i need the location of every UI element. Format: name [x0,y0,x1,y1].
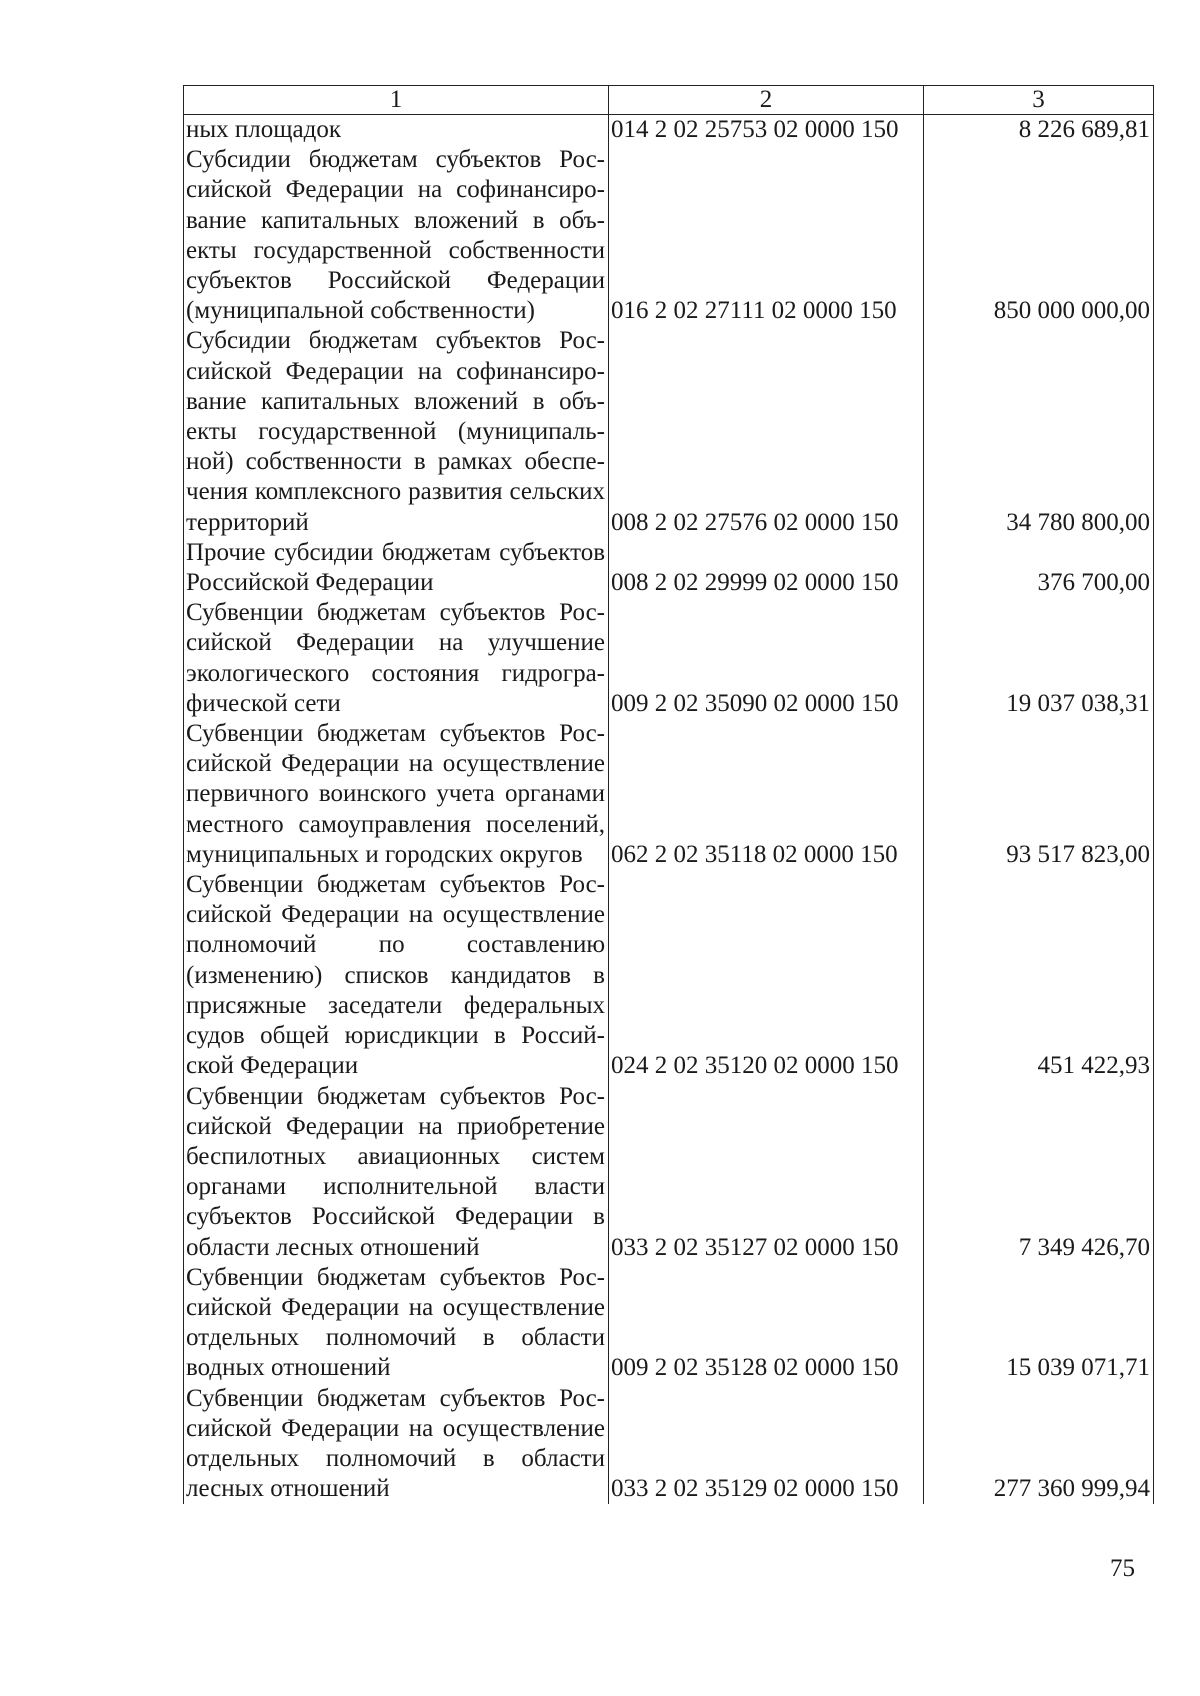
row-name: Субсидии бюджетам субъектов Российской Федерации на софинансирование капитальных вложений в объекты государственной собственности субъектов Российской Федерации (муниципальной собственности) [184,145,609,326]
row-name: Прочие субсидии бюджетам субъектов Российской Федерации [184,538,609,598]
table-body [184,115,1154,1505]
row-sum: 376 700,00 [924,538,1154,598]
row-name: Субвенции бюджетам субъектов Российской Федерации на приобретение беспилотных авиационных систем органами исполнительной власти субъектов Российской Федерации в области лесных отношений [184,1082,609,1263]
row-code: 024 2 02 35120 02 0000 150 [609,870,924,1081]
row-code: 033 2 02 35127 02 0000 150 [609,1082,924,1263]
row-sum: 8 226 689,81 [924,115,1154,146]
table-row [184,538,1154,598]
table-row [184,145,1154,326]
row-sum: 34 780 800,00 [924,326,1154,537]
row-sum: 19 037 038,31 [924,598,1154,719]
table-row [184,326,1154,537]
table-row [184,598,1154,719]
row-code: 008 2 02 27576 02 0000 150 [609,326,924,537]
row-code: 014 2 02 25753 02 0000 150 [609,115,924,146]
table-header [184,86,1154,115]
row-sum: 850 000 000,00 [924,145,1154,326]
page-number: 75 [1110,1555,1135,1582]
row-code: 033 2 02 35129 02 0000 150 [609,1384,924,1505]
row-sum: 451 422,93 [924,870,1154,1081]
budget-table [183,85,1154,1504]
header-row [184,86,1154,115]
table-row [184,719,1154,870]
column-header-2: 2 [609,86,924,115]
row-code: 016 2 02 27111 02 0000 150 [609,145,924,326]
row-name: Субсидии бюджетам субъектов Российской Федерации на софинансирование капитальных вложений в объекты государственной (муниципальной) собственности в рамках обеспечения комплексного развития сельских территорий [184,326,609,537]
row-name: Субвенции бюджетам субъектов Российской Федерации на осуществление полномочий по составлению (изменению) списков кандидатов в присяжные заседатели федеральных судов общей юрисдикции в Российской Федерации [184,870,609,1081]
table-row [184,115,1154,146]
row-code: 009 2 02 35128 02 0000 150 [609,1263,924,1384]
row-name: Субвенции бюджетам субъектов Российской Федерации на осуществление отдельных полномочий в области лесных отношений [184,1384,609,1505]
row-code: 009 2 02 35090 02 0000 150 [609,598,924,719]
table-row [184,870,1154,1081]
row-name: ных площадок [184,115,609,146]
column-header-3: 3 [924,86,1154,115]
row-name: Субвенции бюджетам субъектов Российской Федерации на улучшение экологического состояния гидрографической сети [184,598,609,719]
row-sum: 277 360 999,94 [924,1384,1154,1505]
column-header-1: 1 [184,86,609,115]
table-row [184,1082,1154,1263]
table-row [184,1263,1154,1384]
table-row [184,1384,1154,1505]
row-sum: 93 517 823,00 [924,719,1154,870]
row-name: Субвенции бюджетам субъектов Российской Федерации на осуществление первичного воинского учета органами местного самоуправления поселений, муниципальных и городских округов [184,719,609,870]
row-name: Субвенции бюджетам субъектов Российской Федерации на осуществление отдельных полномочий в области водных отношений [184,1263,609,1384]
row-code: 062 2 02 35118 02 0000 150 [609,719,924,870]
row-sum: 7 349 426,70 [924,1082,1154,1263]
row-code: 008 2 02 29999 02 0000 150 [609,538,924,598]
row-sum: 15 039 071,71 [924,1263,1154,1384]
